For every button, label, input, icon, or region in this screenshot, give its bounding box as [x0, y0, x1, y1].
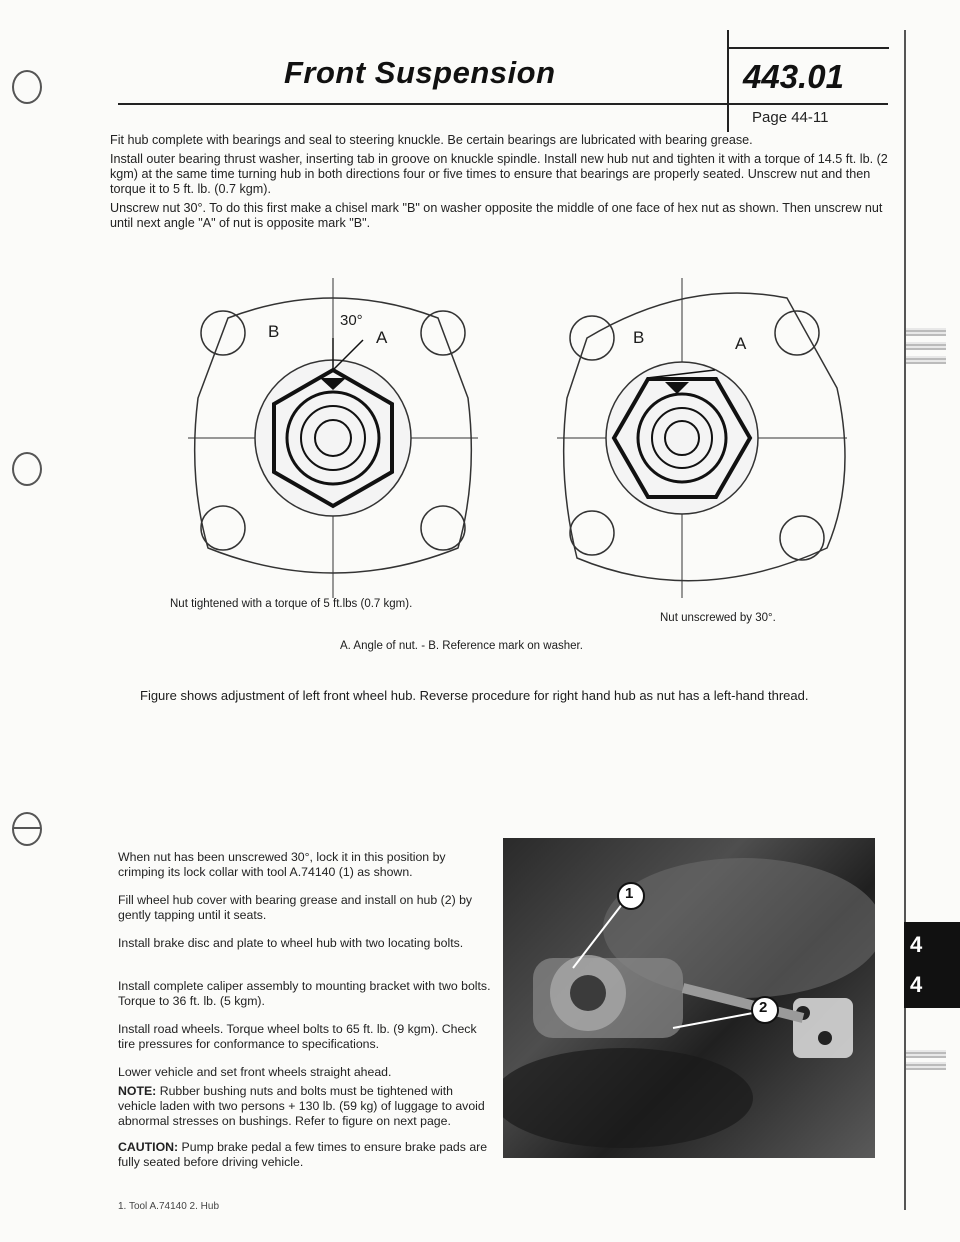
caution-block [118, 1140, 494, 1170]
page-title: Front Suspension [284, 55, 556, 90]
page-number: Page 44-11 [752, 109, 829, 126]
hub-photo-svg [503, 838, 875, 1158]
figure-note: Figure shows adjustment of left front wheel hub. Reverse procedure for right hand hub as nut has a left-hand thread. [140, 688, 809, 703]
section-number: 443.01 [743, 58, 844, 95]
angle-label: 30° [340, 312, 363, 329]
hub-photo [503, 838, 875, 1158]
section-tab-marker [906, 1062, 946, 1070]
paragraph-road-wheels: Install road wheels. Torque wheel bolts to 65 ft. lb. (9 kgm). Check tire pressures for conformance to specifications. [118, 1022, 477, 1051]
callout-tool: 1 [625, 885, 634, 902]
note-label: NOTE: [118, 1084, 157, 1098]
label-a: A [735, 334, 747, 353]
header-rule [118, 103, 888, 105]
note-block [118, 1084, 494, 1129]
note-text: Rubber bushing nuts and bolts must be tightened with vehicle laden with two persons + 130 lb. (59 kg) of luggage to avoid abnormal stresses on bushings. Refer to figure on next page. [118, 1084, 485, 1128]
binder-hole [12, 812, 42, 846]
paragraph-caliper: Install complete caliper assembly to mounting bracket with two bolts. Torque to 36 ft. lb. (5 kgm). [118, 979, 491, 1008]
caution-label: CAUTION: [118, 1140, 179, 1154]
label-a: A [376, 328, 388, 347]
header-divider [729, 47, 889, 49]
section-tab-marker [906, 1050, 946, 1058]
hub-diagram-unscrewed [547, 278, 877, 598]
paragraph-unscrew-nut: Unscrew nut 30°. To do this first make a chisel mark "B" on washer opposite the middle of one face of hex nut as shown. Then unscrew nut until next angle "A" of nut is opposite mark "B". [110, 201, 883, 230]
section-tab [904, 922, 960, 1008]
paragraph-fit-hub: Fit hub complete with bearings and seal to steering knuckle. Be certain bearings are lubricated with bearing grease. [110, 133, 753, 147]
diagram-legend: A. Angle of nut. - B. Reference mark on washer. [340, 640, 583, 652]
caution-text: Pump brake pedal a few times to ensure brake pads are fully seated before driving vehicle. [118, 1140, 488, 1169]
callout-hub: 2 [759, 999, 768, 1016]
diagram-caption-tightened: Nut tightened with a torque of 5 ft.lbs (0.7 kgm). [170, 598, 413, 610]
binder-hole [12, 70, 42, 104]
paragraph-lower-vehicle: Lower vehicle and set front wheels straight ahead. [118, 1065, 392, 1079]
section-tab-digit: 4 [910, 932, 923, 957]
label-b: B [268, 322, 280, 341]
section-tab-marker [906, 342, 946, 350]
label-b: B [633, 328, 645, 347]
paragraph-lock-nut: When nut has been unscrewed 30°, lock it in this position by crimping its lock collar with tool A.74140 (1) as shown. [118, 850, 446, 879]
hub-diagram-tightened [168, 278, 498, 598]
header-divider [727, 30, 729, 132]
diagram-caption-unscrewed: Nut unscrewed by 30°. [660, 612, 776, 624]
paragraph-brake-disc: Install brake disc and plate to wheel hub with two locating bolts. [118, 936, 464, 950]
section-tab-marker [906, 356, 946, 364]
paragraph-hub-cover: Fill wheel hub cover with bearing grease and install on hub (2) by gently tapping until it seats. [118, 893, 473, 922]
section-tab-digit: 4 [910, 972, 923, 997]
hub-diagram-svg [547, 278, 877, 598]
binder-hole [12, 452, 42, 486]
section-tab-marker [906, 328, 946, 336]
hub-diagram-svg [168, 278, 498, 598]
photo-caption: 1. Tool A.74140 2. Hub [118, 1201, 220, 1212]
margin-rule [904, 30, 906, 1210]
paragraph-install-washer: Install outer bearing thrust washer, inserting tab in groove on knuckle spindle. Install new hub nut and tighten it with a torque of 14.5 ft. lb. (2 kgm) at the same time turning hub in both directions four or five times to ensure that bearings are properly seated. Unscrew nut and then torque it to 5 ft. lb. (0.7 kgm). [110, 152, 888, 196]
